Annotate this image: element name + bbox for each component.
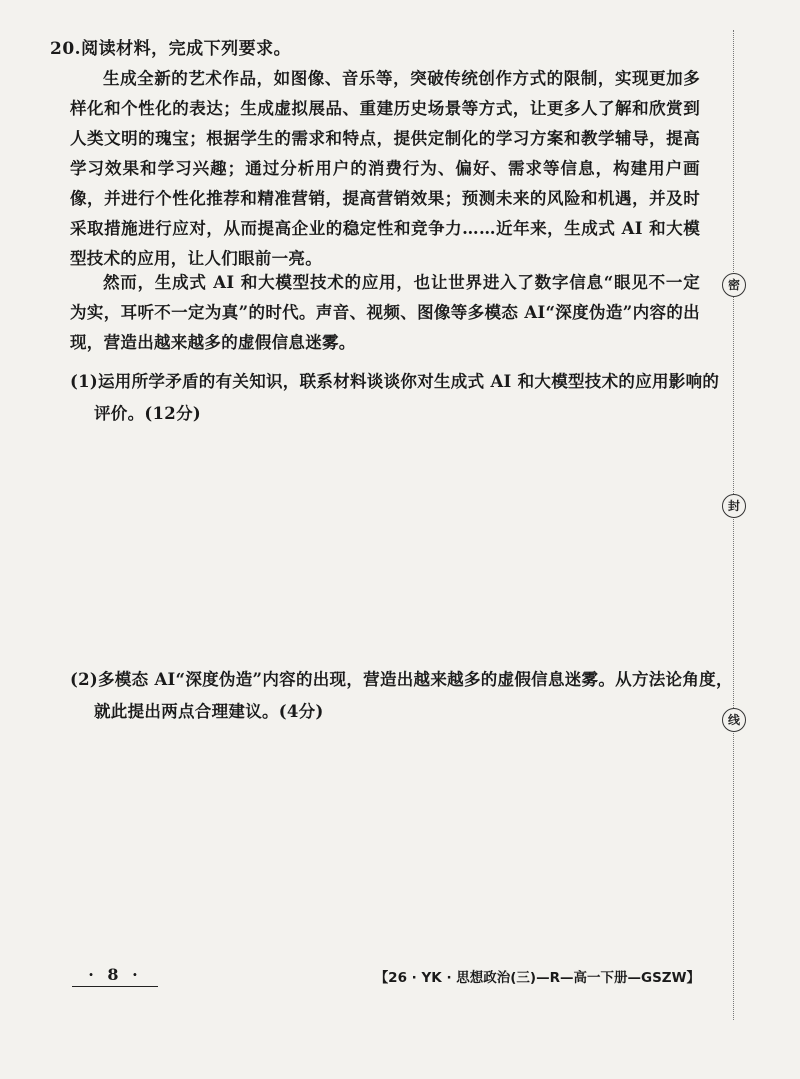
- binding-line: [733, 30, 734, 1020]
- page-number: · 8 ·: [72, 964, 158, 987]
- sub-question-2: (2)多模态 AI“深度伪造”内容的出现，营造出越来越多的虚假信息迷雾。从方法论角度，就此提出两点合理建议。(4分): [70, 670, 733, 721]
- binding-mark-feng: 封: [722, 494, 746, 518]
- question-title: 20.阅读材料，完成下列要求。: [50, 39, 292, 59]
- material-paragraph-1: 生成全新的艺术作品，如图像、音乐等，突破传统创作方式的限制，实现更加多样化和个性化的表达；生成虚拟展品、重建历史场景等方式，让更多人了解和欣赏到人类文明的瑰宝；根据学生的需求和特点，提供定制化的学习方案和教学辅导，提高学习效果和学习兴趣；通过分析用户的消费行为、偏好、需求等信息，构建用户画像，并进行个性化推荐和精准营销，提高营销效果；预测未来的风险和机遇，并及时采取措施进行应对，从而提高企业的稳定性和竞争力……近年来，生成式 AI 和大模型技术的应用，让人们眼前一亮。: [70, 69, 700, 268]
- footer-code: 【26 · YK · 思想政治(三)—R—高一下册—GSZW】: [374, 970, 700, 986]
- binding-mark-mi: 密: [722, 273, 746, 297]
- sub-question-1: (1)运用所学矛盾的有关知识，联系材料谈谈你对生成式 AI 和大模型技术的应用影响的评价。(12分): [70, 372, 720, 423]
- material-paragraph-2: 然而，生成式 AI 和大模型技术的应用，也让世界进入了数字信息“眼见不一定为实，耳听不一定为真”的时代。声音、视频、图像等多模态 AI“深度伪造”内容的出现，营造出越来越多的虚假信息迷雾。: [70, 273, 700, 352]
- binding-mark-xian: 线: [722, 708, 746, 732]
